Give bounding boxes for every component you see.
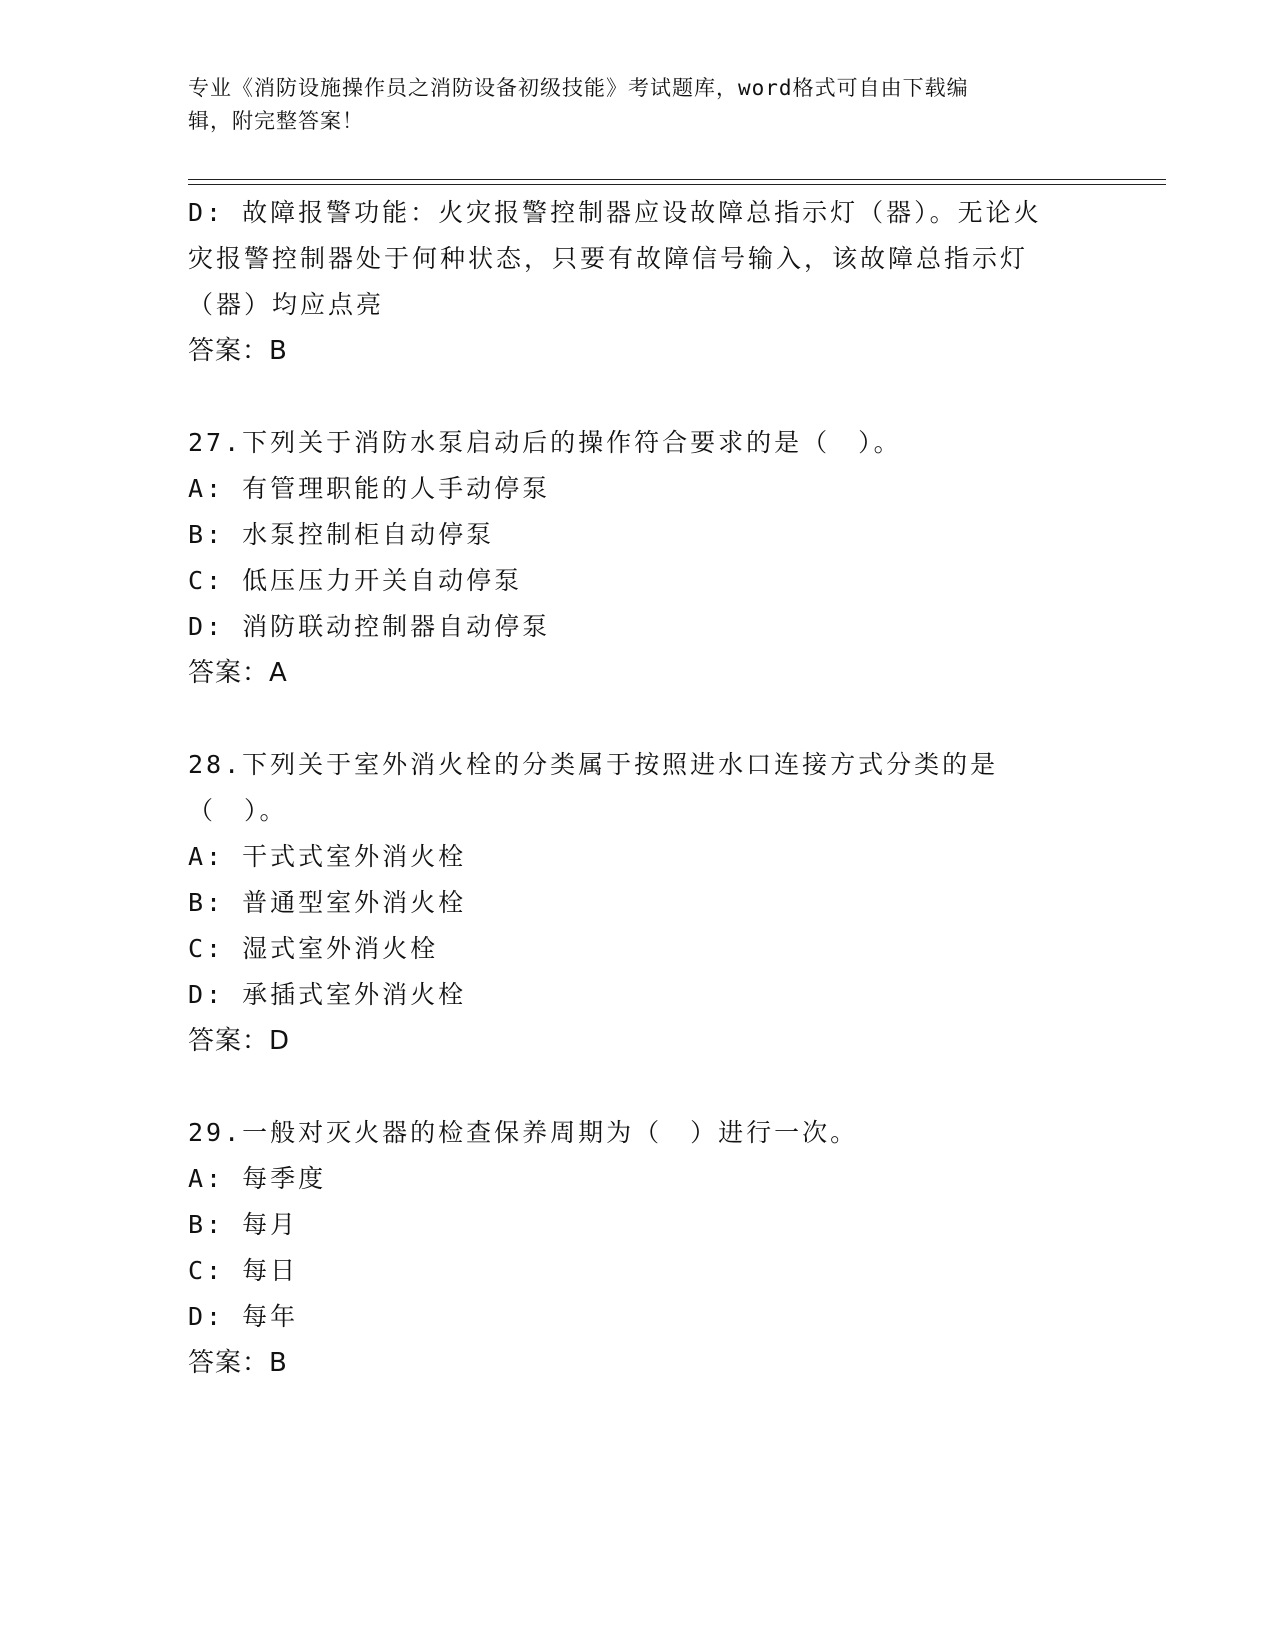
header-divider-top [188,179,1166,180]
spacer [188,696,1088,742]
q28-option-a: A: 干式式室外消火栓 [188,842,467,871]
q26-option-d: D: 故障报警功能：火灾报警控制器应设故障总指示灯（器）。无论火灾报警控制器处于何种状态，只要有故障信号输入，该故障总指示灯（器）均应点亮 [188,198,1042,319]
question-29 [188,1110,1088,1386]
question-content [188,190,1088,1386]
q27-answer: 答案：A [188,658,288,688]
question-28 [188,742,1088,1064]
q28-option-c: C: 湿式室外消火栓 [188,934,439,963]
q27-option-c: C: 低压压力开关自动停泵 [188,566,523,595]
q28-option-b: B: 普通型室外消火栓 [188,888,467,917]
q27-option-d: D: 消防联动控制器自动停泵 [188,612,551,641]
header-divider-bottom [188,184,1166,185]
q29-answer: 答案：B [188,1348,288,1378]
header-line-1: 专业《消防设施操作员之消防设备初级技能》考试题库，word格式可自由下载编 [188,76,969,100]
q29-option-a: A: 每季度 [188,1164,327,1193]
spacer [188,374,1088,420]
q27-option-a: A: 有管理职能的人手动停泵 [188,474,551,503]
q27-stem: 27.下列关于消防水泵启动后的操作符合要求的是（ ）。 [188,428,902,457]
q27-option-b: B: 水泵控制柜自动停泵 [188,520,495,549]
document-header [188,72,1088,138]
q29-option-b: B: 每月 [188,1210,299,1239]
question-27 [188,420,1088,696]
q28-stem: 28.下列关于室外消火栓的分类属于按照进水口连接方式分类的是（ ）。 [188,750,999,825]
header-line-2: 辑，附完整答案！ [188,109,364,133]
q26-answer: 答案：B [188,336,288,366]
q29-option-d: D: 每年 [188,1302,299,1331]
q28-answer: 答案：D [188,1026,291,1056]
q29-option-c: C: 每日 [188,1256,299,1285]
q29-stem: 29.一般对灭火器的检查保养周期为（ ）进行一次。 [188,1118,859,1147]
q28-option-d: D: 承插式室外消火栓 [188,980,467,1009]
spacer [188,1064,1088,1110]
